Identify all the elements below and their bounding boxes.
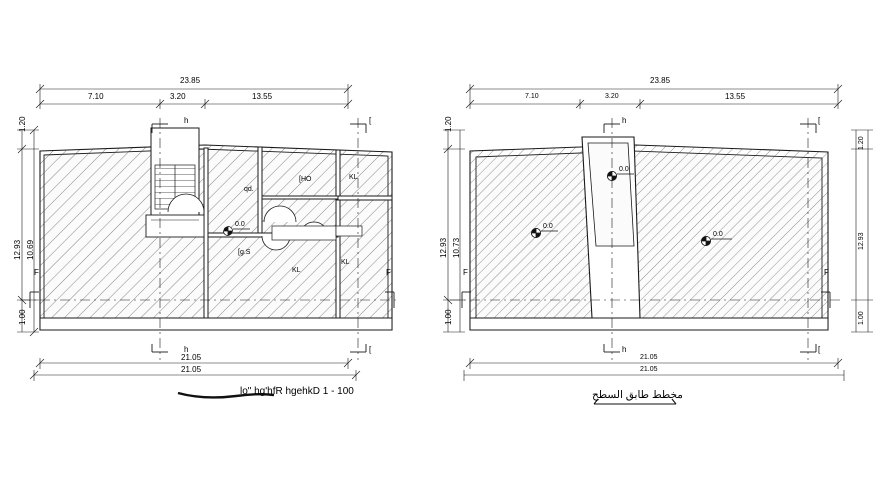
right-mark-bracket-bottom: [ (818, 345, 821, 354)
right-dim-mid-outer: 12.93 (439, 237, 448, 258)
left-dim-top: 1.20 (18, 116, 27, 132)
left-mark-bracket-bottom: [ (369, 345, 372, 354)
left-mark-f-left: F (34, 268, 39, 277)
left-dim-mid-inner: 10.69 (26, 239, 35, 260)
left-mark-f-right: F (386, 268, 391, 277)
left-bottom-dim-1: 21.05 (181, 353, 202, 362)
right-seg-dim-1: 7.10 (525, 93, 539, 100)
left-overall-dim: 23.85 (180, 76, 201, 85)
room-label-4: [g.S (238, 249, 251, 256)
left-mark-bracket-top: [ (369, 116, 372, 125)
room-label-2: [HO (299, 176, 312, 183)
right-level-mark-1: 0.0 (619, 166, 629, 173)
right-mark-f-left: F (463, 268, 468, 277)
left-level-mark-1: 0.0 (235, 221, 245, 228)
right-plan-group (443, 84, 873, 404)
left-mark-h-bottom: h (184, 345, 189, 354)
right-dim-top: 1.20 (444, 116, 453, 132)
right-side-dim-bottom: 1.00 (858, 311, 865, 325)
left-seg-dim-3: 13.55 (252, 92, 273, 101)
left-dim-mid-outer: 12.93 (13, 239, 22, 260)
right-level-mark-2: 0.0 (543, 223, 553, 230)
right-dim-bottom: 1.00 (444, 309, 453, 325)
right-bottom-dim-2: 21.05 (640, 366, 658, 373)
right-dim-mid-inner: 10.73 (452, 237, 461, 258)
left-seg-dim-2: 3.20 (170, 92, 186, 101)
right-plan-title: مخطط طابق السطح (592, 389, 683, 401)
right-seg-dim-2: 3.20 (605, 93, 619, 100)
right-overall-dim: 23.85 (650, 76, 671, 85)
room-label-5: KL (292, 267, 301, 274)
left-seg-dim-1: 7.10 (88, 92, 104, 101)
right-mark-h-bottom: h (622, 345, 627, 354)
room-label-3: KL (349, 174, 358, 181)
left-plan-group (17, 84, 400, 397)
right-side-dim-mid: 12.93 (858, 232, 865, 250)
left-plan-title: lo" hg'hfR hgehkD 1 - 100 (240, 386, 354, 397)
left-mark-h-top: h (184, 116, 189, 125)
right-bottom-dim-1: 21.05 (640, 354, 658, 361)
right-mark-h-top: h (622, 116, 627, 125)
left-dim-bottom: 1.00 (18, 309, 27, 325)
right-seg-dim-3: 13.55 (725, 92, 746, 101)
right-level-mark-3: 0.0 (713, 231, 723, 238)
right-mark-f-right: F (824, 268, 829, 277)
right-mark-bracket-top: [ (818, 116, 821, 125)
left-bottom-dim-2: 21.05 (181, 365, 202, 374)
room-label-1: qd. (244, 186, 254, 193)
right-side-dim-top: 1.20 (858, 136, 865, 150)
room-label-6: KL (341, 259, 350, 266)
